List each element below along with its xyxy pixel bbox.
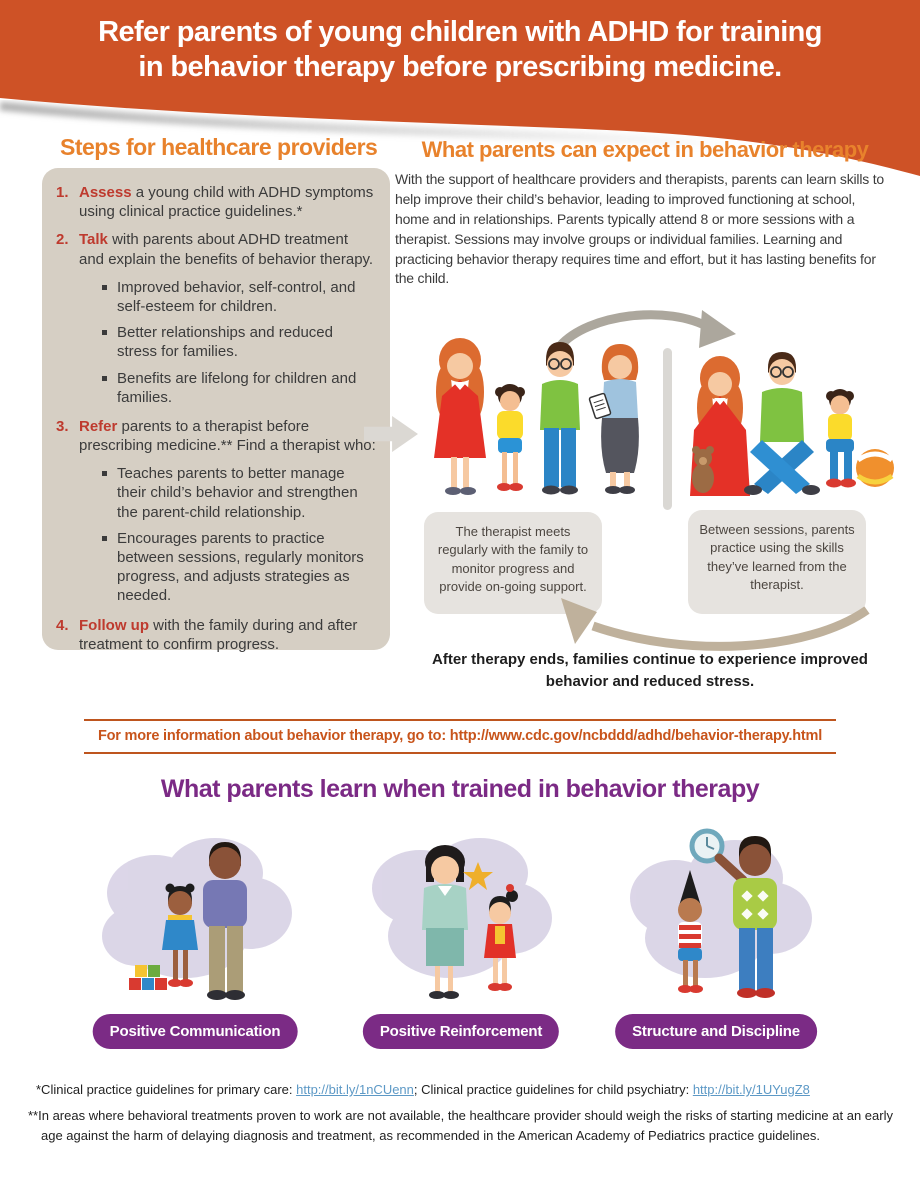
badge-structure-discipline: Structure and Discipline — [615, 1014, 817, 1049]
teddy-bear-icon — [692, 446, 714, 493]
primary-care-guidelines-link[interactable]: http://bit.ly/1nCUenn — [296, 1082, 414, 1097]
step-3-bullets — [102, 464, 376, 605]
step-lead-word: Follow up — [79, 616, 149, 634]
step-text: a young child with ADHD symptoms using clinical practice guidelines.* — [79, 184, 374, 221]
page-title — [0, 15, 920, 85]
steps-heading: Steps for healthcare providers — [60, 134, 378, 160]
bullet-item: Benefits are lifelong for children and families. — [102, 369, 376, 407]
page-title-line1: Refer parents of young children with ADHD for training — [98, 16, 822, 48]
after-therapy-note: After therapy ends, families continue to experience improved behavior and reduced stress. — [432, 651, 868, 690]
step-text: parents to a therapist before prescribing medicine.** Find a therapist who: — [79, 417, 376, 455]
child-psychiatry-guidelines-link[interactable]: http://bit.ly/1UYugZ8 — [692, 1082, 810, 1097]
footnote-1-mid: ; Clinical practice guidelines for child psychiatry: — [413, 1082, 693, 1097]
expect-heading: What parents can expect in behavior therapy — [421, 137, 869, 162]
bullet-item: Encourages parents to practice between sessions, regularly monitors progress, and adjusts strategies as needed. — [102, 529, 376, 606]
step-number: 4. — [56, 616, 69, 634]
step-number: 1. — [56, 184, 69, 201]
step-text: with the family during and after treatment to confirm progress. — [79, 616, 358, 653]
bullet-item: Improved behavior, self-control, and self-esteem for children. — [102, 278, 376, 316]
bullet-item: Better relationships and reduced stress for families. — [102, 323, 376, 361]
more-info-bar: For more information about behavior therapy, go to: http://www.cdc.gov/ncbddd/adhd/behavior-therapy.html — [84, 719, 836, 754]
step-lead-word: Talk — [79, 231, 108, 249]
footnote-2: **In areas where behavioral treatments proven to work are not available, the healthcare provider should weigh the risks of starting medicine at an early age against the harm of delaying diagnosis and treatment, as recommended in the American Academy of Pediatrics practice guidelines. — [28, 1108, 893, 1143]
step-number: 2. — [56, 231, 69, 249]
step-item-1 — [56, 183, 376, 221]
positive-reinforcement-illustration — [350, 818, 570, 1013]
step-item-2 — [56, 230, 376, 268]
step-lead-word: Assess — [79, 184, 132, 201]
divider-bar — [663, 348, 672, 510]
footnote-1 — [36, 1082, 810, 1097]
page-title-line2: in behavior therapy before prescribing medicine. — [138, 50, 782, 83]
cloud-background — [102, 838, 292, 978]
step-number: 3. — [56, 417, 69, 435]
learn-heading: What parents learn when trained in behavior therapy — [160, 775, 760, 803]
caption-box-right: Between sessions, parents practice using the skills they’ve learned from the therapist. — [688, 510, 866, 614]
steps-panel — [42, 168, 390, 653]
step-2-bullets — [102, 278, 376, 407]
ball-icon — [856, 449, 894, 487]
cycle-arrow-top-icon — [560, 310, 736, 348]
step-lead-word: Refer — [79, 417, 118, 435]
caption-box-left: The therapist meets regularly with the family to monitor progress and provide on-going support. — [424, 512, 602, 614]
step-item-3 — [56, 417, 376, 455]
family-practicing-illustration — [690, 352, 894, 496]
structure-discipline-illustration — [605, 818, 825, 1013]
bullet-item: Teaches parents to better manage their child’s behavior and strengthen the parent-child relationship. — [102, 464, 376, 522]
step-item-4 — [56, 616, 376, 654]
badge-positive-communication: Positive Communication — [93, 1014, 298, 1049]
badge-positive-reinforcement: Positive Reinforcement — [363, 1014, 559, 1049]
footnote-1-text: *Clinical practice guidelines for primary care: — [36, 1082, 297, 1097]
expect-paragraph: With the support of healthcare providers and therapists, parents can learn skills to help improve their child’s behavior, leading to improved functioning at school, home and in relationships. Parents typically attend 8 or more sessions with a therapist. Sessions may involve groups or individual families. Learning and practicing behavior therapy requires time and effort, but it has lasting benefits for the child. — [395, 171, 885, 287]
step-text: with parents about ADHD treatment and explain the benefits of behavior therapy. — [79, 231, 374, 268]
family-with-therapist-illustration — [434, 338, 639, 495]
positive-communication-illustration — [85, 818, 305, 1013]
